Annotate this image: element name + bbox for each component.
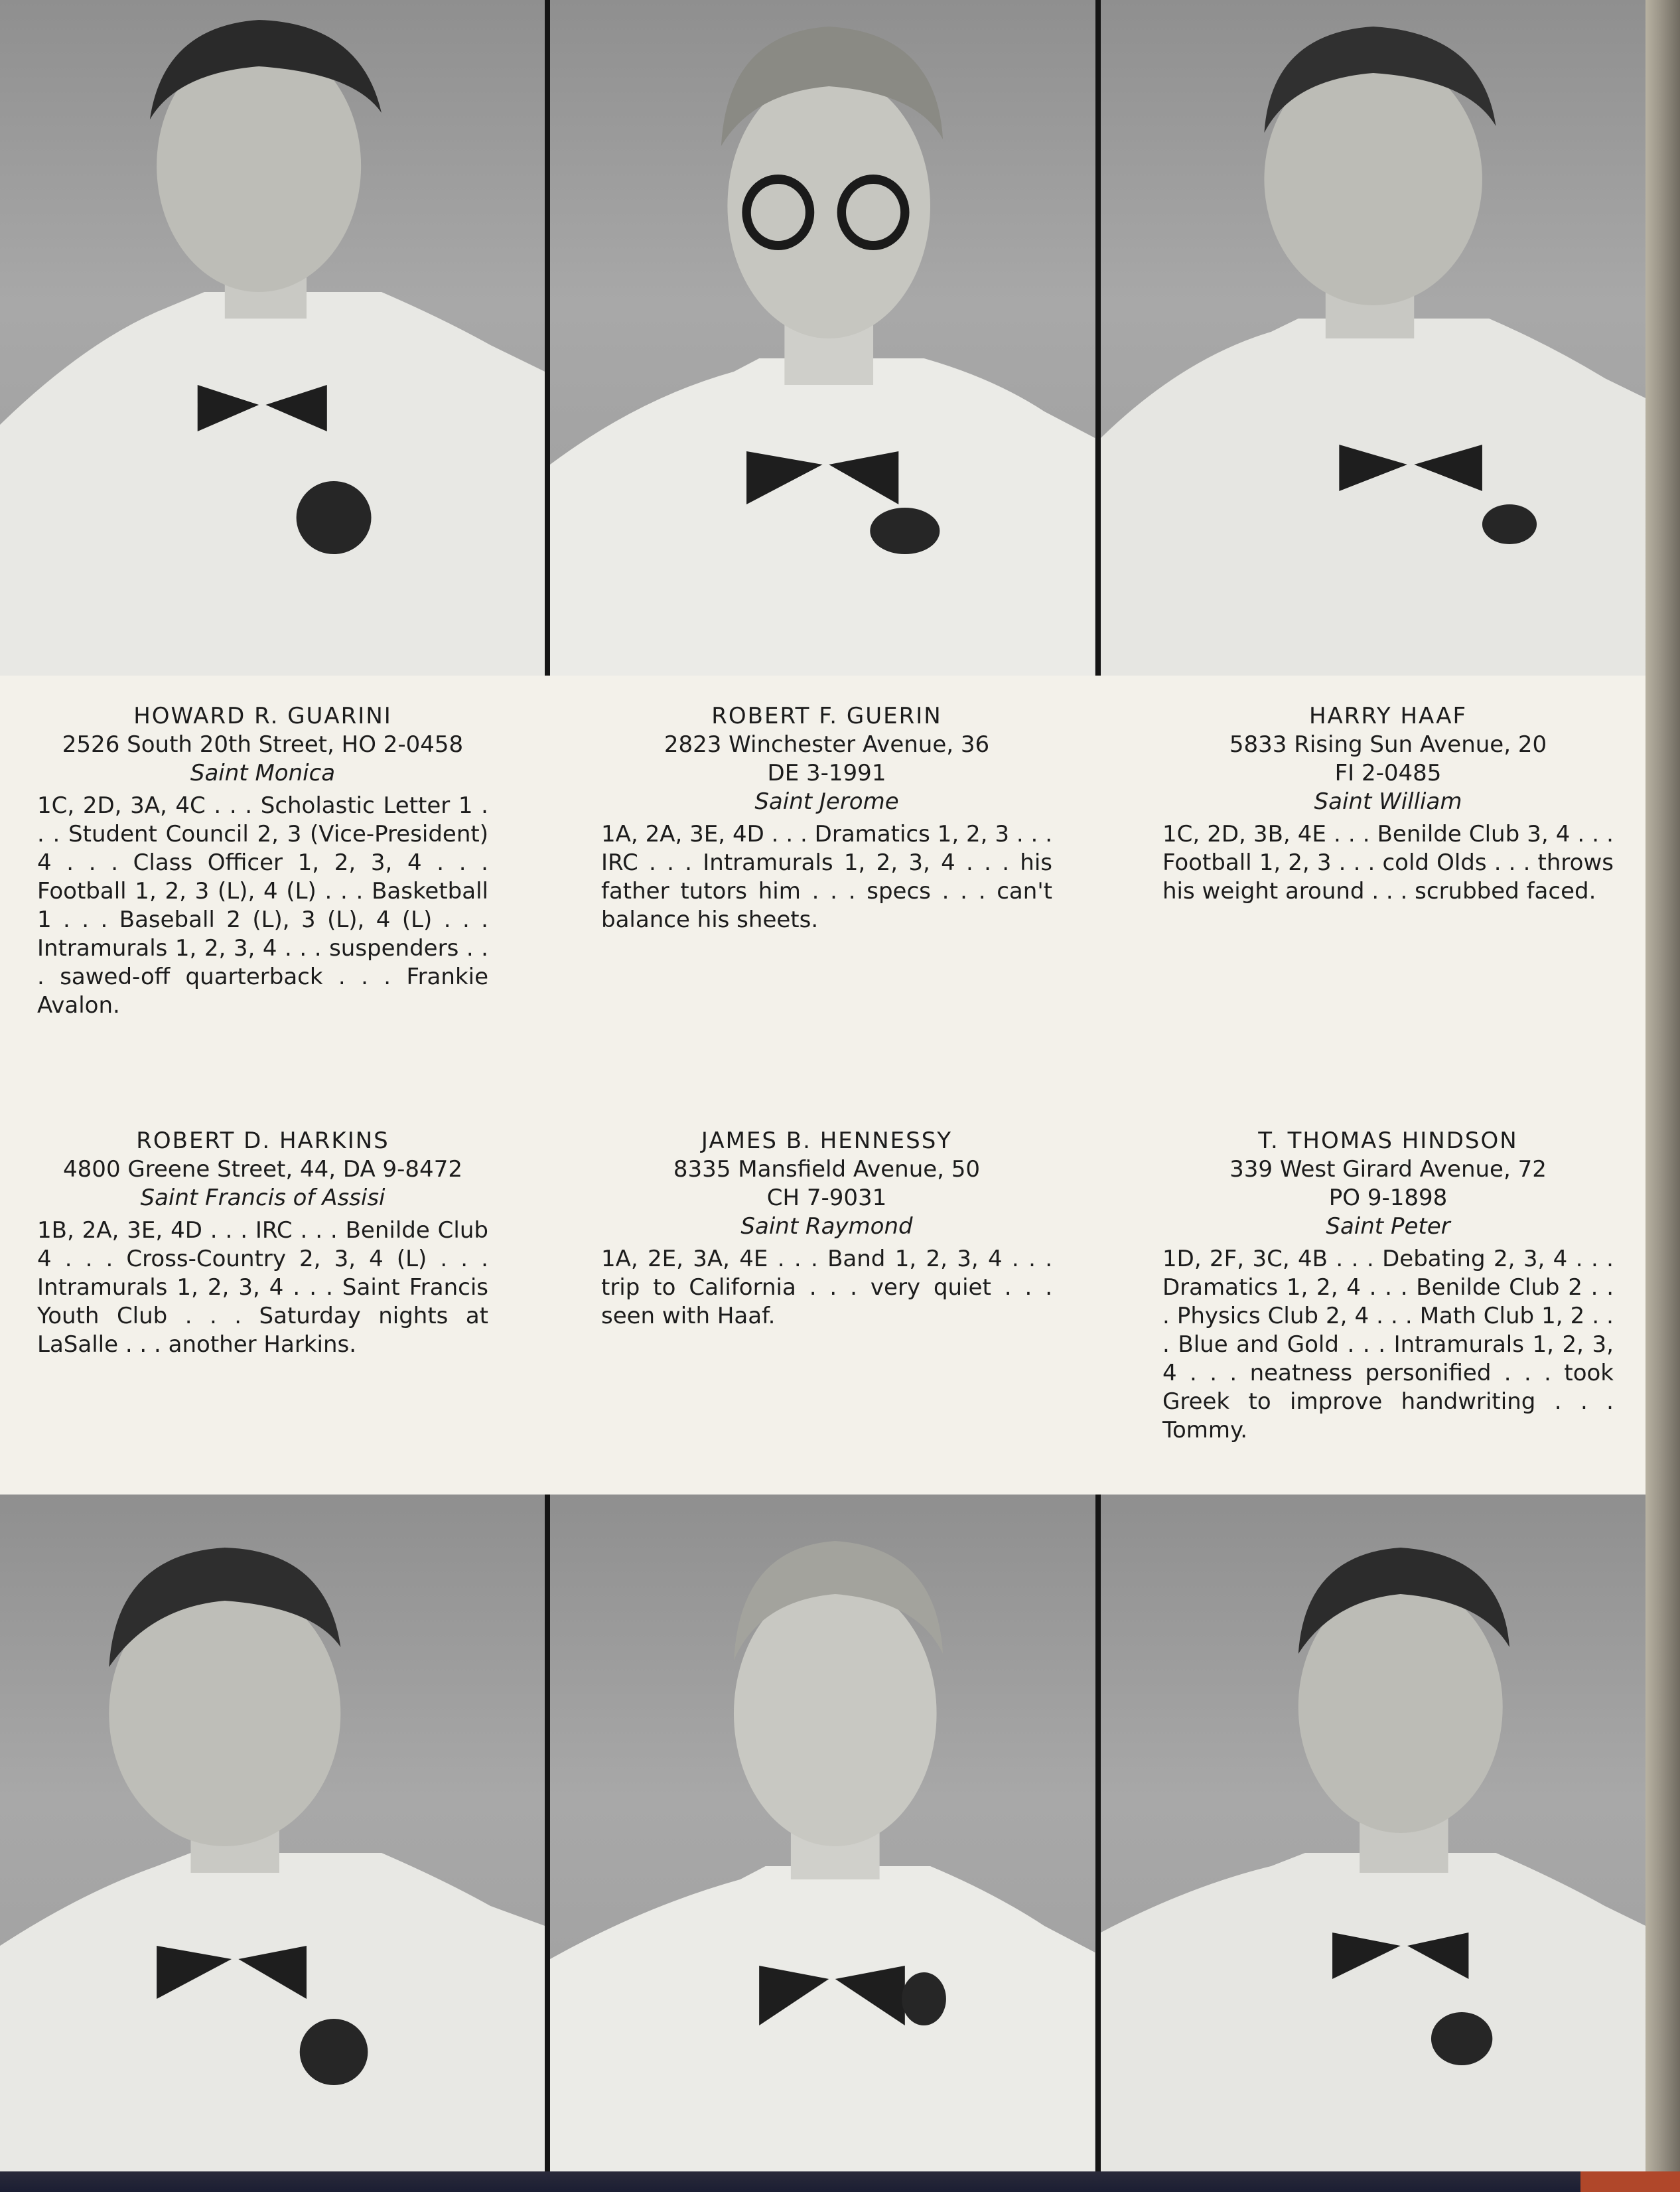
- student-activities: 1C, 2D, 3B, 4E . . . Benilde Club 3, 4 . . . Football 1, 2, 3 . . . cold Olds . . . throws his weight around . . . scrubbed faced.: [1162, 821, 1614, 905]
- student-entry-guarini: [37, 702, 488, 1020]
- portrait-guarini: [0, 0, 545, 676]
- student-address: 8335 Mansfield Avenue, 50: [673, 1156, 981, 1183]
- student-parish: Saint Jerome: [754, 788, 899, 815]
- student-name: HOWARD R. GUARINI: [133, 703, 392, 729]
- student-activities: 1A, 2E, 3A, 4E . . . Band 1, 2, 3, 4 . . . trip to California . . . very quiet . . . seen with Haaf.: [601, 1246, 1052, 1329]
- student-address: 2526 South 20th Street, HO 2-0458: [62, 731, 464, 758]
- page-binding-edge: [1645, 0, 1680, 2192]
- portrait-row-top: [0, 0, 1645, 676]
- portrait-haaf: [1101, 0, 1645, 676]
- portrait-harkins: [0, 1495, 545, 2171]
- student-info-band: [0, 676, 1645, 1495]
- portrait-hindson: [1101, 1495, 1645, 2171]
- student-parish: Saint Francis of Assisi: [140, 1185, 385, 1211]
- student-address: 2823 Winchester Avenue, 36: [664, 731, 990, 758]
- student-activities: 1A, 2A, 3E, 4D . . . Dramatics 1, 2, 3 . . . IRC . . . Intramurals 1, 2, 3, 4 . . . his father tutors him . . . specs . . . can't balance his sheets.: [601, 821, 1052, 933]
- student-name: HARRY HAAF: [1308, 703, 1468, 729]
- student-activities: 1C, 2D, 3A, 4C . . . Scholastic Letter 1 . . . Student Council 2, 3 (Vice-President) 4 . . . Class Officer 1, 2, 3, 4 . . . Football 1, 2, 3 (L), 4 (L) . . . Basketball 1 . . . Baseball 2 (L), 3 (L), 4 (L) . . . Intramurals 1, 2, 3, 4 . . . suspenders . . . sawed-off quarterback . . . Frankie Avalon.: [37, 792, 488, 1019]
- student-entry-guerin: [601, 702, 1052, 934]
- student-name: T. THOMAS HINDSON: [1258, 1128, 1518, 1154]
- student-name: JAMES B. HENNESSY: [701, 1128, 953, 1154]
- student-phone: FI 2-0485: [1334, 760, 1442, 786]
- student-activities: 1B, 2A, 3E, 4D . . . IRC . . . Benilde Club 4 . . . Cross-Country 2, 3, 4 (L) . . . Intramurals 1, 2, 3, 4 . . . Saint Francis Youth Club . . . Saturday nights at LaSalle . . . another Harkins.: [37, 1217, 488, 1358]
- student-name: ROBERT D. HARKINS: [136, 1128, 389, 1154]
- student-phone: CH 7-9031: [766, 1185, 887, 1211]
- student-entry-hindson: [1162, 1127, 1614, 1445]
- page-bottom-edge: [0, 2171, 1680, 2192]
- portrait-row-bottom: [0, 1495, 1645, 2171]
- student-parish: Saint Raymond: [740, 1213, 913, 1240]
- student-entry-hennessy: [601, 1127, 1052, 1331]
- student-address: 5833 Rising Sun Avenue, 20: [1229, 731, 1547, 758]
- student-entry-harkins: [37, 1127, 488, 1359]
- student-address: 4800 Greene Street, 44, DA 9-8472: [63, 1156, 462, 1183]
- portrait-guerin: [550, 0, 1095, 676]
- student-parish: Saint William: [1314, 788, 1462, 815]
- edge-accent: [1580, 2171, 1680, 2192]
- student-activities: 1D, 2F, 3C, 4B . . . Debating 2, 3, 4 . . . Dramatics 1, 2, 4 . . . Benilde Club 2 . . . Physics Club 2, 4 . . . Math Club 1, 2 . . . Blue and Gold . . . Intramurals 1, 2, 3, 4 . . . neatness personified . . . took Greek to improve handwriting . . . Tommy.: [1162, 1246, 1614, 1443]
- student-parish: Saint Peter: [1326, 1213, 1450, 1240]
- student-phone: DE 3-1991: [767, 760, 886, 786]
- portrait-hennessy: [550, 1495, 1095, 2171]
- student-phone: PO 9-1898: [1328, 1185, 1448, 1211]
- student-address: 339 West Girard Avenue, 72: [1229, 1156, 1547, 1183]
- student-entry-haaf: [1162, 702, 1614, 906]
- student-parish: Saint Monica: [190, 760, 336, 786]
- student-name: ROBERT F. GUERIN: [711, 703, 942, 729]
